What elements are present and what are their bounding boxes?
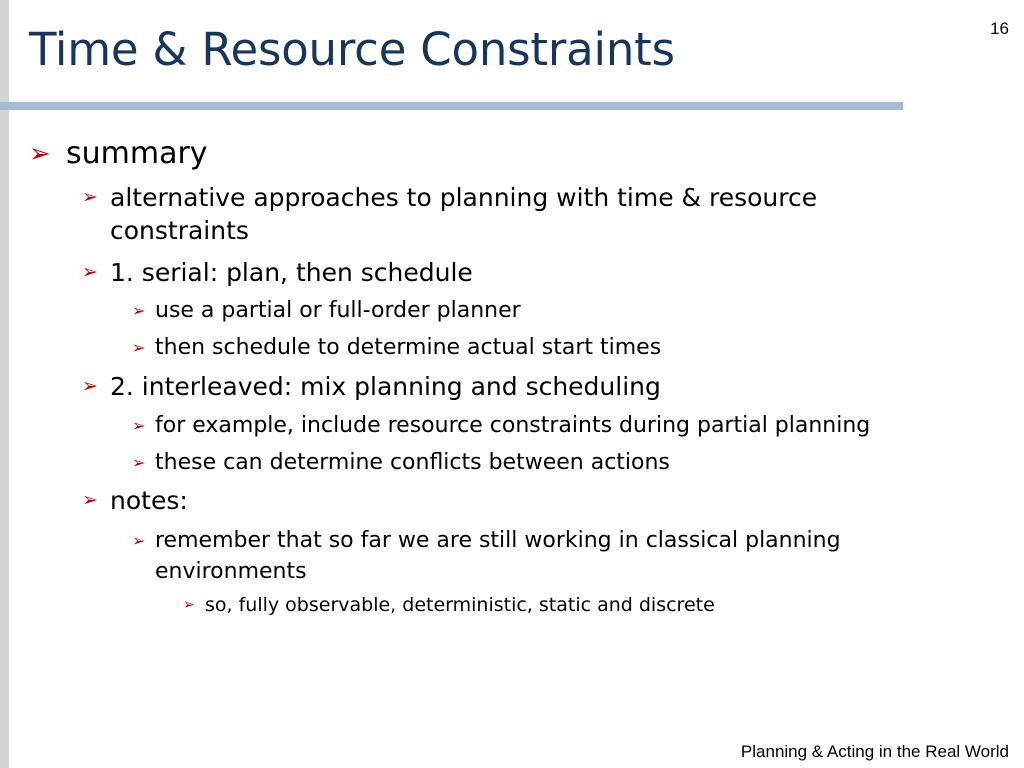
bullet-alternatives [82, 181, 817, 247]
bullet-interleaved-example [132, 410, 870, 441]
bullet-summary [29, 135, 208, 173]
bullet-serial-schedule [132, 332, 661, 363]
bullet-serial-partial [132, 295, 521, 326]
bullet-text: use a partial or full-order planner [155, 298, 521, 323]
bullet-notes-so [183, 592, 715, 618]
slide-footer: Planning & Acting in the Real World [740, 742, 1009, 761]
bullet-arrow-icon: ➢ [82, 489, 98, 511]
bullet-notes [82, 484, 188, 517]
bullet-arrow-icon: ➢ [82, 186, 98, 208]
bullet-text: notes: [110, 486, 188, 515]
bullet-text: so, fully observable, deterministic, static and discrete [205, 594, 715, 616]
slide-title: Time & Resource Constraints [29, 23, 675, 76]
bullet-text: 2. interleaved: mix planning and scheduling [110, 372, 661, 401]
bullet-text: remember that so far we are still working in classical planning [155, 528, 841, 553]
bullet-arrow-icon: ➢ [82, 261, 98, 283]
bullet-arrow-icon: ➢ [82, 375, 98, 397]
bullet-arrow-icon: ➢ [132, 453, 146, 472]
bullet-text: then schedule to determine actual start times [155, 335, 662, 360]
bullet-serial [82, 256, 473, 289]
bullet-text: alternative approaches to planning with time & resource [110, 183, 818, 212]
bullet-notes-remember [132, 525, 841, 587]
bullet-arrow-icon: ➢ [132, 301, 146, 320]
bullet-text: summary [66, 136, 208, 171]
bullet-text: these can determine conflicts between actions [155, 450, 670, 475]
bullet-arrow-icon: ➢ [132, 338, 146, 357]
bullet-arrow-icon: ➢ [132, 531, 146, 550]
bullet-text-continued: constraints [110, 216, 249, 245]
slide-left-strip [0, 0, 9, 768]
title-rule [0, 102, 903, 110]
bullet-text: 1. serial: plan, then schedule [110, 258, 473, 287]
slide-number: 16 [990, 19, 1009, 38]
bullet-text-continued: environments [155, 559, 307, 584]
bullet-text: for example, include resource constraints during partial planning [155, 413, 871, 438]
bullet-interleaved-conflicts [132, 447, 670, 478]
bullet-interleaved [82, 370, 661, 403]
bullet-arrow-icon: ➢ [183, 597, 195, 613]
bullet-arrow-icon: ➢ [132, 416, 146, 435]
bullet-arrow-icon: ➢ [29, 139, 51, 169]
